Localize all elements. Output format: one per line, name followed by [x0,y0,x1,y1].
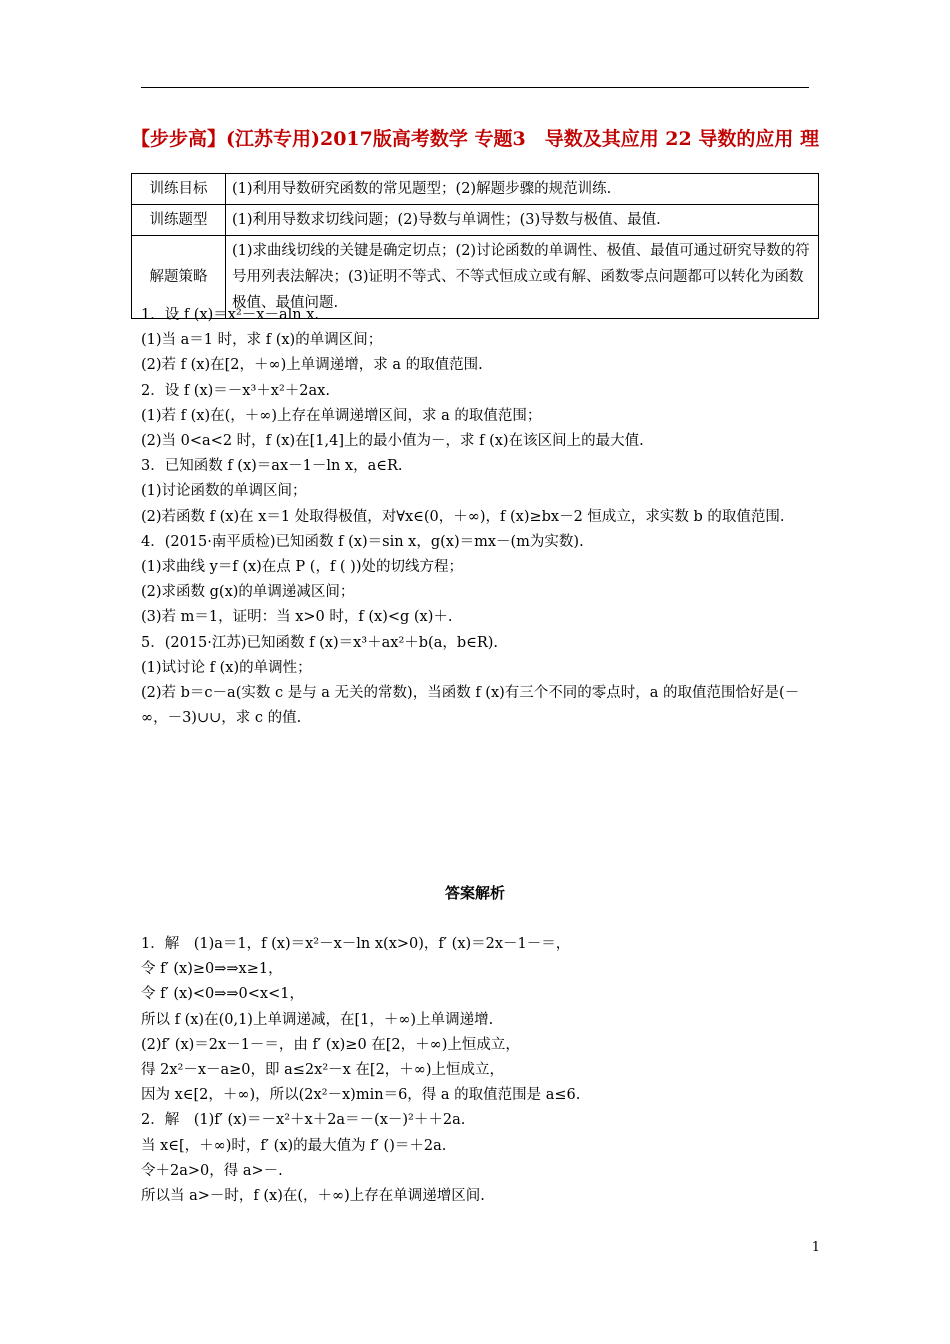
problem-line: 4．(2015·南平质检)已知函数 f (x)＝sin x，g(x)＝mx－(m为实数). [141,533,584,550]
page-number: 1 [811,1240,820,1255]
problem-line: (1)求曲线 y＝f (x)在点 P (，f ( ))处的切线方程； [141,559,463,576]
answer-section-title: 答案解析 [444,884,505,902]
problem-list [141,303,821,731]
problem-line: (2)若 f (x)在[2，＋∞)上单调递增，求 a 的取值范围. [141,357,483,374]
problem-line: 1．设 f (x)＝x²－x－aln x. [141,307,319,323]
answer-line: 令 f′ (x)<0⇒⇒0<x<1， [141,986,304,1003]
table-value: (1)求曲线切线的关键是确定切点；(2)讨论函数的单调性、极值、最值可通过研究导数的符号用列表法解决；(3)证明不等式、不等式恒成立或有解、函数零点问题都可以转化为函数极值、最值问题. [226,236,819,319]
problem-line: 5．(2015·江苏)已知函数 f (x)＝x³＋ax²＋b(a，b∈R). [141,634,499,651]
problem-line: (2)若 b＝c－a(实数 c 是与 a 无关的常数)，当函数 f (x)有三个不同的零点时，a 的取值范围恰好是(－∞，－3)∪∪，求 c 的值. [141,685,800,727]
answer-line: 所以当 a>－时，f (x)在(，＋∞)上存在单调递增区间. [141,1188,485,1205]
table-value: (1)利用导数研究函数的常见题型；(2)解题步骤的规范训练. [226,174,819,205]
answer-line: 令 f′ (x)≥0⇒⇒x≥1， [141,961,283,978]
problem-line: (1)试讨论 f (x)的单调性； [141,659,312,676]
answer-list [141,932,821,1209]
answer-line: 当 x∈[，＋∞)时，f′ (x)的最大值为 f′ ()＝＋2a. [141,1137,447,1154]
table-key: 解题策略 [132,236,226,319]
problem-line: (2)若函数 f (x)在 x＝1 处取得极值，对∀x∈(0，＋∞)，f (x)≥bx－2 恒成立，求实数 b 的取值范围. [141,508,785,525]
document-title: 【步步高】(江苏专用)2017版高考数学 专题3 导数及其应用 22 导数的应用 理 [131,128,819,150]
table-row [132,205,819,236]
problem-line: 2．设 f (x)＝－x³＋x²＋2ax. [141,382,330,399]
answer-line: 令＋2a>0，得 a>－. [141,1162,283,1179]
answer-line: 1．解 (1)a＝1，f (x)＝x²－x－ln x(x>0)，f′ (x)＝2x－1－＝， [141,936,571,952]
table-key: 训练目标 [132,174,226,205]
problem-line: (1)若 f (x)在(，＋∞)上存在单调递增区间，求 a 的取值范围； [141,407,542,424]
problem-line: (2)当 0<a<2 时，f (x)在[1,4]上的最小值为－，求 f (x)在该区间上的最大值. [141,433,644,450]
problem-line: (2)求函数 g(x)的单调递减区间； [141,584,355,601]
table-row [132,174,819,205]
answer-line: 所以 f (x)在(0,1)上单调递减，在[1，＋∞)上单调递增. [141,1011,494,1028]
answer-line: 2．解 (1)f′ (x)＝－x²＋x＋2a＝－(x－)²＋＋2a. [141,1112,466,1129]
table-value: (1)利用导数求切线问题；(2)导数与单调性；(3)导数与极值、最值. [226,205,819,236]
answer-line: (2)f′ (x)＝2x－1－＝，由 f′ (x)≥0 在[2，＋∞)上恒成立， [141,1036,520,1053]
answer-line: 因为 x∈[2，＋∞)，所以(2x²－x)min＝6，得 a 的取值范围是 a≤6. [141,1087,581,1104]
problem-line: (1)讨论函数的单调区间； [141,483,307,500]
info-table [131,173,819,319]
table-key: 训练题型 [132,205,226,236]
header-rule [141,87,809,88]
problem-line: 3．已知函数 f (x)＝ax－1－ln x，a∈R. [141,458,403,475]
problem-line: (3)若 m＝1，证明：当 x>0 时，f (x)<g (x)＋. [141,609,453,626]
answer-line: 得 2x²－x－a≥0，即 a≤2x²－x 在[2，＋∞)上恒成立， [141,1062,505,1079]
problem-line: (1)当 a＝1 时，求 f (x)的单调区间； [141,332,383,349]
